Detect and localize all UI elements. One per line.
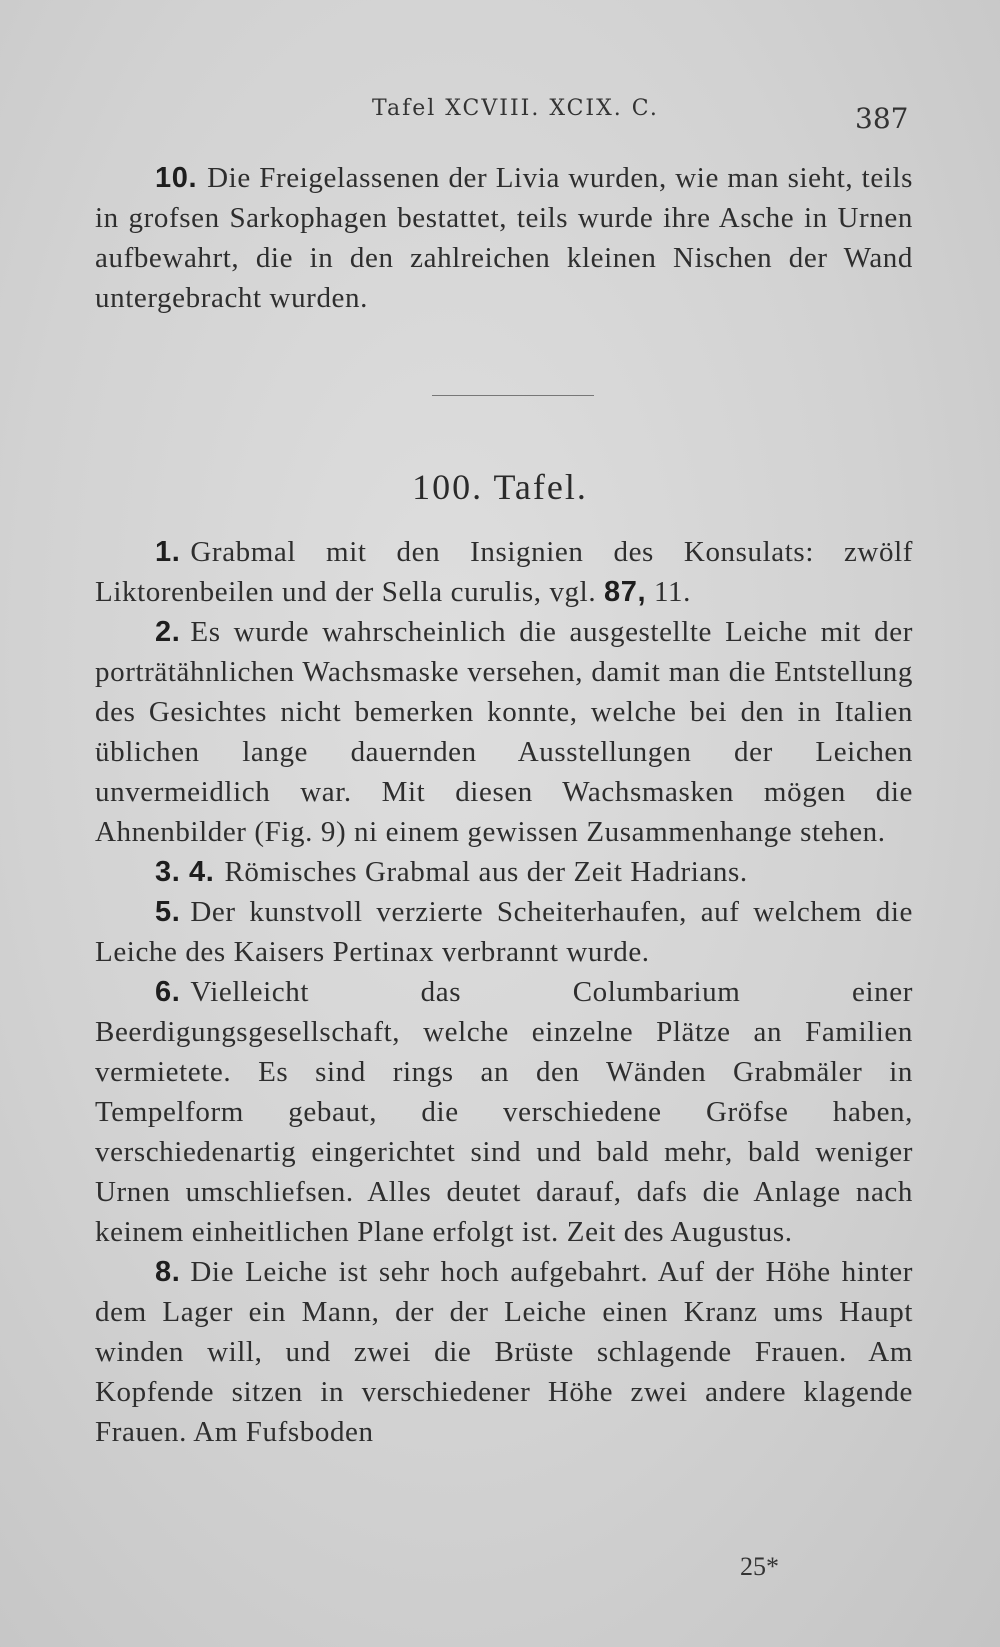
paragraph-number: 8. (155, 1256, 181, 1288)
paragraph-5 (95, 892, 913, 972)
paragraph-number: 5. (155, 896, 181, 928)
plate-100-notes (95, 532, 913, 1452)
paragraph-text: Die Leiche ist sehr hoch aufgebahrt. Auf der Höhe hinter dem Lager ein Mann, der der Leiche einen Kranz ums Haupt winden will, und zwei die Brüste schlagende Frauen. Am Kopfende sitzen in verschiedener Höhe zwei andere klagende Frauen. Am Fufsboden (95, 1256, 913, 1448)
paragraph-number: 2. (155, 616, 181, 648)
paragraph-text: Der kunstvoll verzierte Scheiterhaufen, auf welchem die Leiche des Kaisers Pertinax verbrannt wurde. (95, 896, 913, 968)
paragraph-1 (95, 532, 913, 612)
cross-reference: 87, (604, 576, 647, 608)
intro-paragraph-block (95, 158, 913, 318)
page-header (0, 96, 1000, 136)
paragraph-text: Grabmal mit den Insignien des Konsulats: zwölf Liktorenbeilen und der Sella curulis, vgl. (95, 536, 913, 608)
section-title: 100. Tafel. (412, 467, 588, 507)
paragraph-text: Es wurde wahrscheinlich die ausgestellte Leiche mit der porträtähnlichen Wachsmaske versehen, damit man die Entstellung des Gesichtes nicht bemerken konnte, welche bei den in Italien üblichen lange dauernden Ausstellungen der Leichen unvermeidlich war. Mit diesen Wachsmasken mögen die Ahnenbilder (Fig. 9) ni einem gewissen Zusammenhange stehen. (95, 616, 913, 848)
paragraph-10 (95, 158, 913, 318)
signature-mark: 25* (740, 1552, 779, 1581)
running-head: Tafel XCVIII. XCIX. C. (372, 96, 659, 121)
paragraph-8 (95, 1252, 913, 1452)
paragraph-2 (95, 612, 913, 852)
paragraph-number: 6. (155, 976, 181, 1008)
paragraph-text: Die Freigelassenen der Livia wurden, wie man sieht, teils in grofsen Sarkophagen bestattet, teils wurde ihre Asche in Urnen aufbewahrt, die in den zahlreichen kleinen Nischen der Wand untergebracht wurden. (95, 162, 913, 314)
section-divider (432, 395, 594, 396)
paragraph-6 (95, 972, 913, 1252)
paragraph-number: 3. 4. (155, 856, 215, 888)
paragraph-3-4 (95, 852, 913, 892)
paragraph-text: Römisches Grabmal aus der Zeit Hadrians. (224, 856, 748, 888)
paragraph-number: 10. (155, 162, 198, 194)
paragraph-text: Vielleicht das Columbarium einer Beerdigungsgesellschaft, welche einzelne Plätze an Familien vermietete. Es sind rings an den Wänden Grabmäler in Tempelform gebaut, die verschiedene Gröfse haben, verschiedenartig eingerichtet sind und bald mehr, bald weniger Urnen umschliefsen. Alles deutet darauf, dafs die Anlage nach keinem einheitlichen Plane erfolgt ist. Zeit des Augustus. (95, 976, 913, 1248)
page-number: 387 (855, 102, 909, 135)
cross-reference-item: 11. (654, 576, 691, 608)
paragraph-number: 1. (155, 536, 181, 568)
